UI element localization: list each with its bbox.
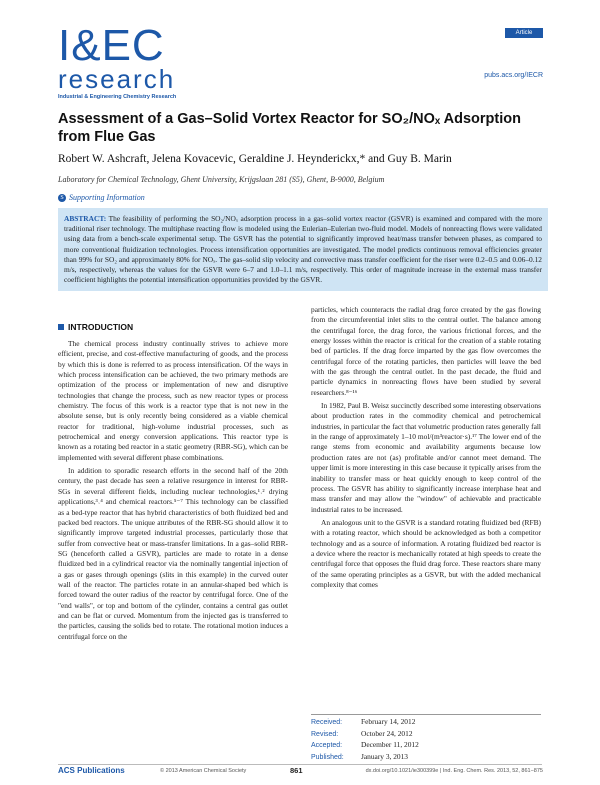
date-value: October 24, 2012 bbox=[361, 728, 413, 738]
supporting-info-label: Supporting Information bbox=[69, 193, 145, 202]
date-label: Accepted: bbox=[311, 742, 343, 749]
page-number: 861 bbox=[290, 766, 303, 775]
author-list: Robert W. Ashcraft, Jelena Kovacevic, Geraldine J. Heynderickx,* and Guy B. Marin bbox=[58, 153, 452, 165]
paragraph: particles, which counteracts the radial drag force created by the gas flowing from the circumferential inlet slits to the central outlet. The balance among the centrifugal force, the drag force, the various frictional forces, and the energy losses within the reactor is critical for the creation of a stable rotating bed of particles. If the drag force imparted by the gas flow overcomes the centrifugal force of the rotating particles, then particles will leave the bed with the gas through the central outlet. In the past decade, the fluid and particle dynamics in nonreacting flows have been studied by several researchers.⁸⁻¹⁶ bbox=[311, 305, 541, 397]
doi-citation[interactable]: dx.doi.org/10.1021/ie300399e | Ind. Eng. Chem. Res. 2013, 52, 861−875 bbox=[365, 768, 543, 774]
affiliation: Laboratory for Chemical Technology, Ghent University, Krijgslaan 281 (S5), Ghent, B-9000, Belgium bbox=[58, 175, 385, 184]
abstract-text: The feasibility of performing the SO₂/NOₓ adsorption process in a gas–solid vortex reactor (GSVR) is examined and compared with the more traditional riser technology. The multiphase reacting flow is modeled using the Eulerian–Eulerian two-fluid model. Models of nonreacting flows were validated using data from a bench-scale experimental setup. The GSVR has the potential to significantly improved heat/mass transfer between phases, as compared to more conventional fluidization technologies. Process intensification opportunities are investigated. The model predicts continuous removal efficiencies greater than 99% for SO₂ and approximately 80% for NOₓ. The gas–solid slip velocity and convective mass transfer coefficient for the riser were 0.2–0.5 and 0.06–0.12 m/s, respectively, whereas the values for the GSVR were 6–7 and 1.0–1.1 m/s, respectively. This order of magnitude increase in the external mass transfer coefficient highlights the potential intensification opportunities provided by the GSVR. bbox=[64, 214, 542, 285]
date-label: Revised: bbox=[311, 730, 339, 738]
supporting-info-icon: S bbox=[58, 194, 66, 202]
date-row-received bbox=[311, 717, 541, 729]
section-heading-introduction bbox=[58, 322, 133, 332]
supporting-info-link[interactable] bbox=[58, 193, 145, 202]
body-column-right bbox=[311, 305, 541, 593]
paragraph: An analogous unit to the GSVR is a standard rotating fluidized bed (RFB) with a rotating reactor, which should be acknowledged as both a competitor technology and as a source of information. A rotating fluidized bed reactor is a device where the reactor is mechanically rotated at high speeds to create the centrifugal force that opposes the fluid drag force. These reactors share many of the same operating principles as a GSVR, but with the added mechanical complexity that comes bbox=[311, 517, 541, 589]
journal-logo-tagline: Industrial & Engineering Chemistry Research bbox=[58, 94, 177, 100]
date-label: Received: bbox=[311, 719, 343, 726]
paragraph: In addition to sporadic research efforts in the second half of the 20th century, the past decade has seen a relative resurgence in interest for RBR-SGs in several different fields, including nuclear technologies,¹˒² drying applications,³˒⁴ and chemical reactors.⁵⁻⁷ This technology can be classified as a bed-type reactor that has hybrid characteristics of both fluidized bed and packed bed reactors. The unique attributes of the RBR-SG should allow it to significantly improve targeted industrial processes, particularly those that suffer from convective heat or mass-transfer limitations. In a gas–solid RBR-SG (henceforth called a GSVR), particles are made to rotate in a dense fluidized bed in a cylindrical reactor via the nominally tangential injection of a gas or gases through openings (slits in this example) in the curved outer wall of the reactor. The particles rotate in an annular-shaped bed which is forced toward the outer radius of the reactor by centrifugal force. One of the "end walls", or top and bottom of the cylinder, contains a central gas outlet and can be flat or curved. Momentum from the injected gas is transferred to the particles, causing the solids bed to rotate. The rotational motion induces a centrifugal force on the bbox=[58, 466, 288, 641]
article-type-badge: Article bbox=[505, 28, 543, 38]
publication-dates bbox=[311, 714, 541, 763]
body-column-left bbox=[58, 339, 288, 645]
paragraph: The chemical process industry continually strives to achieve more efficient, precise, and cost-effective manufacturing of goods, and the process by which this is done is referred to as process intensification. Of the ways in which process intensification can be achieved, the two primary methods are optimization of the process or implementation of new and disruptive technologies that change the process, such as new reactor types or process chemistry. The focus of this work is a reactor type that is not new in the absolute sense, but is only recently being considered as a viable chemical reactor for traditional, high-volume industrial processes, such as petrochemical and energy conversion applications. This reactor type is known as a rotating bed reactor in a static geometry (RBR-SG), which can be implemented with several different phase combinations. bbox=[58, 339, 288, 462]
date-row-published bbox=[311, 752, 541, 764]
abstract-label: ABSTRACT: bbox=[64, 214, 107, 223]
section-square-icon bbox=[58, 324, 64, 330]
date-value: January 3, 2013 bbox=[361, 751, 409, 761]
publisher-logo: ACS Publications bbox=[58, 766, 125, 775]
copyright: © 2013 American Chemical Society bbox=[160, 768, 247, 774]
paragraph: In 1982, Paul B. Weisz succinctly described some interesting observations about production rates in the commodity chemical and petrochemical industries, in particular the fact that volumetric production rates generally fall in the range of approximately 1–10 mol/(m³reactor·s).¹⁷ The lower end of the range stems from economic and availability arguments because low production rates are not (as) profitable and/or cannot meet demand. The upper limit is more interesting in this case because it typically arises from the inability to transfer mass or heat quickly enough to keep control of the process. The GSVR has ability to significantly increase interphase heat and mass transfer and may allow the "window" of achievable and practicable industrial rates to be increased. bbox=[311, 401, 541, 514]
date-value: February 14, 2012 bbox=[361, 717, 416, 726]
date-row-accepted bbox=[311, 740, 541, 752]
date-value: December 11, 2012 bbox=[361, 740, 419, 749]
journal-url-link[interactable]: pubs.acs.org/IECR bbox=[484, 72, 543, 79]
journal-logo: I&EC bbox=[58, 21, 165, 70]
section-heading-label: INTRODUCTION bbox=[68, 322, 134, 332]
journal-logo-sub: research bbox=[58, 64, 176, 94]
abstract-box bbox=[58, 208, 548, 291]
date-label: Published: bbox=[311, 753, 344, 761]
article-title: Assessment of a Gas–Solid Vortex Reactor for SO₂/NOₓ Adsorption from Flue Gas bbox=[58, 111, 521, 145]
date-row-revised bbox=[311, 729, 541, 741]
